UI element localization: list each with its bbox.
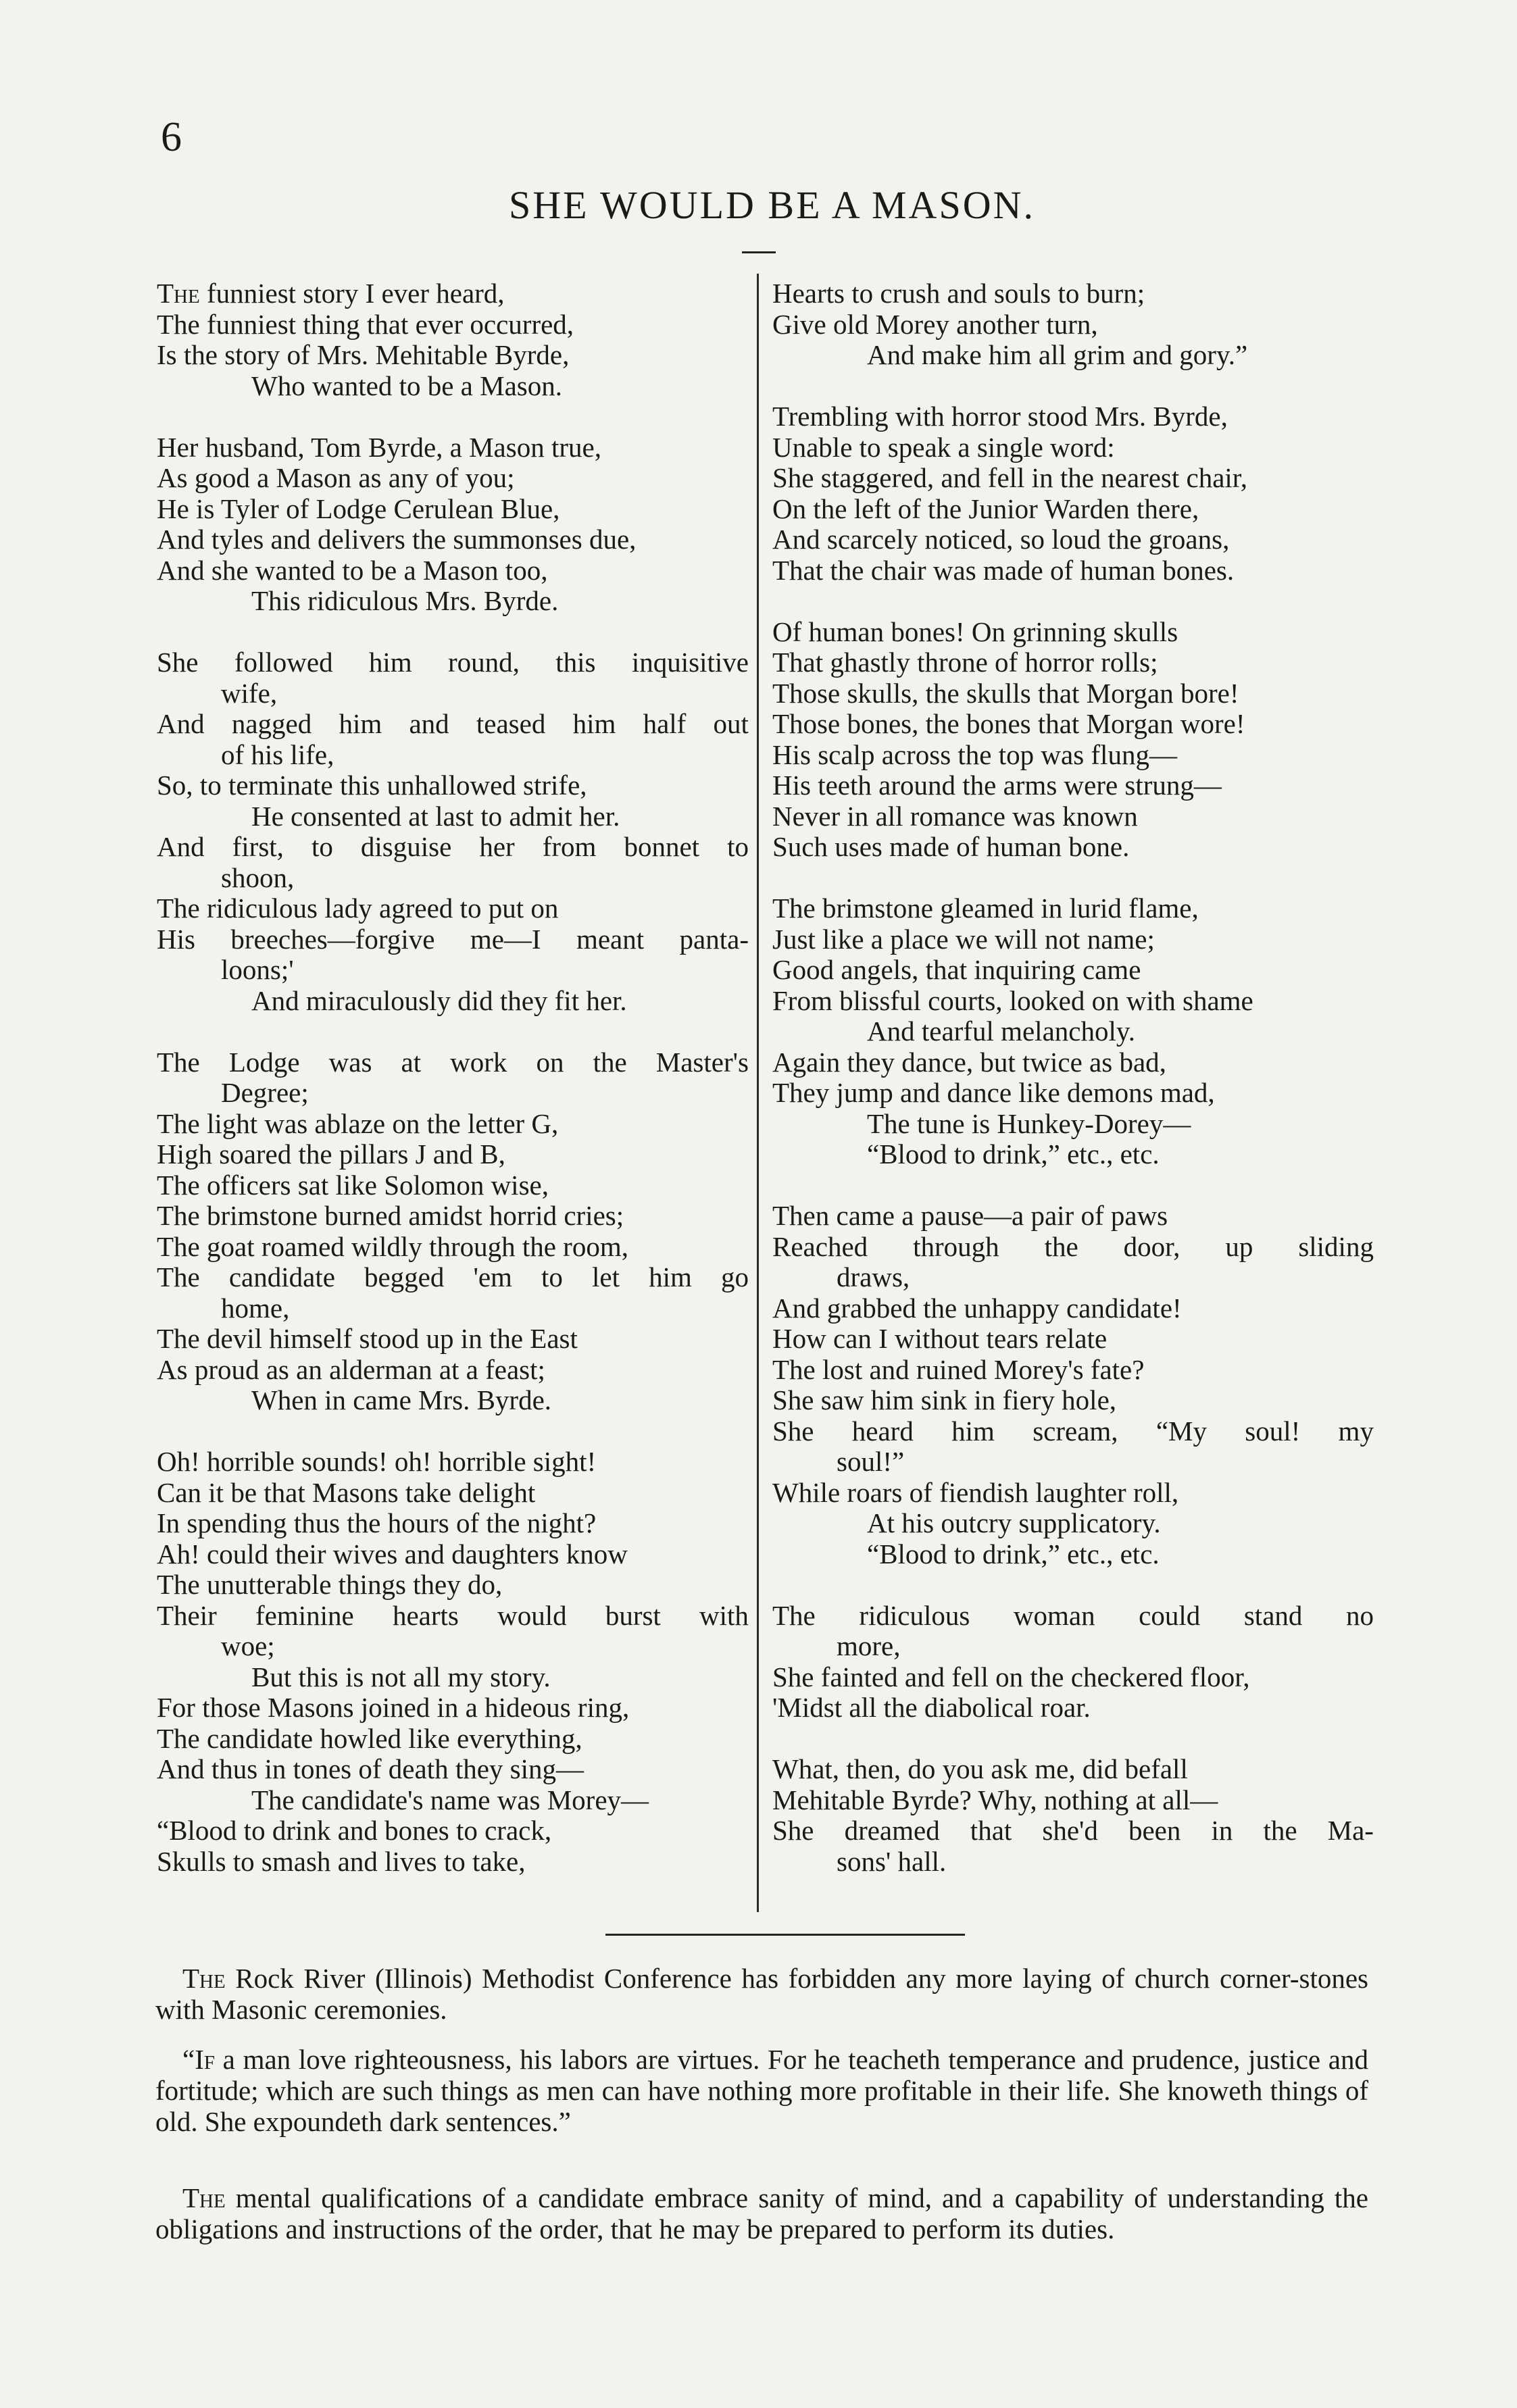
poem-line: The Lodge was at work on the Master's: [157, 1046, 749, 1078]
poem-line: And she wanted to be a Mason too,: [157, 554, 548, 586]
poem-line: His teeth around the arms were strung—: [772, 770, 1222, 801]
poem-column-left: [157, 278, 749, 1908]
page-number: 6: [161, 114, 182, 160]
poem-stanza: [157, 1047, 749, 1416]
poem-line: She staggered, and fell in the nearest chair,: [772, 462, 1248, 493]
poem-stanza: [157, 1447, 749, 1877]
poem-line: “Blood to drink,” etc., etc.: [867, 1138, 1160, 1170]
poem-line: shoon,: [221, 861, 295, 893]
section-rule: [605, 1934, 965, 1936]
poem-line: He consented at last to admit her.: [251, 800, 620, 832]
poem-stanza: [772, 617, 1374, 863]
poem-line: draws,: [837, 1261, 910, 1293]
poem-line: While roars of fiendish laughter roll,: [772, 1476, 1179, 1508]
poem-stanza: [772, 278, 1374, 371]
poem-line: At his outcry supplicatory.: [867, 1507, 1161, 1538]
poem-line: Ah! could their wives and daughters know: [157, 1538, 628, 1570]
paragraph-methodist-conference: [155, 1963, 1368, 2025]
poem-line: She saw him sink in fiery hole,: [772, 1384, 1117, 1415]
poem-line: On the left of the Junior Warden there,: [772, 493, 1199, 524]
poem-stanza: [772, 1201, 1374, 1570]
poem-line: What, then, do you ask me, did befall: [772, 1753, 1188, 1784]
poem-line: She fainted and fell on the checkered floor,: [772, 1661, 1250, 1692]
paragraph-text: mental qualifications of a candidate embrace sanity of mind, and a capability of understanding the obligations and instructions of the order, that he may be prepared to perform its duties.: [155, 2182, 1368, 2244]
poem-line: more,: [837, 1630, 901, 1661]
poem-line: The officers sat like Solomon wise,: [157, 1169, 549, 1201]
poem-line: home,: [221, 1292, 290, 1324]
poem-line: They jump and dance like demons mad,: [772, 1077, 1215, 1108]
paragraph-text: Rock River (Illinois) Methodist Conference has forbidden any more laying of church corner-stones with Masonic ceremonies.: [155, 1963, 1368, 2025]
poem-line: Mehitable Byrde? Why, nothing at all—: [772, 1784, 1218, 1815]
poem-line: soul!”: [837, 1446, 905, 1477]
poem-line: The brimstone gleamed in lurid flame,: [772, 893, 1199, 924]
poem-line: 'Midst all the diabolical roar.: [772, 1692, 1091, 1723]
poem-line: Then came a pause—a pair of paws: [772, 1200, 1168, 1231]
poem-line: When in came Mrs. Byrde.: [251, 1384, 552, 1415]
poem-line: But this is not all my story.: [251, 1661, 551, 1692]
poem-line: The goat roamed wildly through the room,: [157, 1230, 628, 1262]
poem-line: Hearts to crush and souls to burn;: [772, 278, 1145, 309]
poem-stanza: [157, 432, 749, 617]
poem-line: How can I without tears relate: [772, 1323, 1108, 1354]
poem-line: The brimstone burned amidst horrid cries;: [157, 1200, 624, 1231]
poem-stanza: [772, 893, 1374, 1170]
poem-line: That the chair was made of human bones.: [772, 554, 1235, 586]
poem-line: And make him all grim and gory.”: [867, 339, 1248, 370]
poem-stanza: [157, 278, 749, 401]
poem-line: He is Tyler of Lodge Cerulean Blue,: [157, 493, 560, 524]
poem-line: From blissful courts, looked on with shame: [772, 984, 1253, 1016]
poem-line: That ghastly throne of horror rolls;: [772, 647, 1158, 678]
poem-line: Good angels, that inquiring came: [772, 954, 1141, 985]
paragraph-righteousness-quote: [155, 2044, 1368, 2137]
poem-line: She followed him round, this inquisitive: [157, 647, 749, 678]
poem-line: Never in all romance was known: [772, 800, 1138, 832]
poem-line: This ridiculous Mrs. Byrde.: [251, 585, 559, 616]
poem-line: And miraculously did they fit her.: [251, 984, 627, 1016]
poem-line: Again they dance, but twice as bad,: [772, 1046, 1166, 1078]
paragraph-lead: “If: [182, 2044, 215, 2075]
paragraph-lead: The: [182, 1963, 226, 1994]
poem-line: And thus in tones of death they sing—: [157, 1753, 585, 1784]
poem-line: The funniest thing that ever occurred,: [157, 308, 574, 340]
poem-line: The ridiculous lady agreed to put on: [157, 893, 559, 924]
paragraph-lead: The: [182, 2182, 226, 2213]
poem-line: And scarcely noticed, so loud the groans,: [772, 524, 1230, 555]
poem-line: Of human bones! On grinning skulls: [772, 616, 1178, 647]
poem-line: Degree;: [221, 1077, 309, 1108]
poem-line: She dreamed that she'd been in the Ma-: [772, 1815, 1374, 1846]
poem-line: “Blood to drink,” etc., etc.: [867, 1538, 1160, 1570]
poem-line: Her husband, Tom Byrde, a Mason true,: [157, 431, 601, 463]
poem-line: For those Masons joined in a hideous ring,: [157, 1692, 630, 1723]
poem-stanza: [157, 647, 749, 1016]
poem-line: Unable to speak a single word:: [772, 431, 1115, 463]
poem-line: wife,: [221, 677, 278, 709]
poem-stanza: [772, 1601, 1374, 1724]
poem-line: woe;: [221, 1630, 275, 1661]
title-rule: [742, 251, 776, 253]
poem-line: The devil himself stood up in the East: [157, 1323, 578, 1354]
poem-line: High soared the pillars J and B,: [157, 1138, 505, 1170]
page-title: SHE WOULD BE A MASON.: [509, 183, 1035, 227]
poem-line: Reached through the door, up sliding: [772, 1230, 1374, 1262]
paragraph-mental-qualifications: [155, 2182, 1368, 2244]
poem-line: Such uses made of human bone.: [772, 831, 1130, 862]
poem-line: Just like a place we will not name;: [772, 923, 1155, 955]
poem-line: Give old Morey another turn,: [772, 308, 1098, 340]
poem-line: And tearful melancholy.: [867, 1015, 1135, 1047]
poem-line: loons;': [221, 954, 294, 985]
poem-line: The ridiculous woman could stand no: [772, 1599, 1374, 1631]
poem-line: As proud as an alderman at a feast;: [157, 1353, 545, 1385]
column-divider: [757, 274, 759, 1912]
poem-line: In spending thus the hours of the night?: [157, 1507, 597, 1538]
poem-line: The tune is Hunkey-Dorey—: [867, 1107, 1191, 1139]
poem-line: The candidate howled like everything,: [157, 1722, 582, 1754]
poem-line: Skulls to smash and lives to take,: [157, 1845, 526, 1877]
poem-line: The candidate's name was Morey—: [251, 1784, 649, 1815]
poem-line: Trembling with horror stood Mrs. Byrde,: [772, 401, 1228, 432]
poem-stanza: [772, 1754, 1374, 1877]
poem-line: And tyles and delivers the summonses due,: [157, 524, 637, 555]
poem-line: And nagged him and teased him half out: [157, 708, 749, 739]
poem-line: Is the story of Mrs. Mehitable Byrde,: [157, 339, 570, 370]
poem-line: And grabbed the unhappy candidate!: [772, 1292, 1182, 1324]
poem-line: As good a Mason as any of you;: [157, 462, 515, 493]
poem-line: She heard him scream, “My soul! my: [772, 1415, 1374, 1447]
poem-line: The unutterable things they do,: [157, 1569, 503, 1600]
poem-line: His breeches—forgive me—I meant panta-: [157, 923, 749, 955]
poem-column-right: [772, 278, 1374, 1908]
poem-stanza: [772, 401, 1374, 586]
poem-line: Who wanted to be a Mason.: [251, 370, 562, 401]
poem-line: Oh! horrible sounds! oh! horrible sight!: [157, 1446, 597, 1477]
poem-line: The funniest story I ever heard,: [157, 278, 505, 309]
poem-line: Those bones, the bones that Morgan wore!: [772, 708, 1245, 739]
poem-line: Their feminine hearts would burst with: [157, 1599, 749, 1631]
poem-line: “Blood to drink and bones to crack,: [157, 1815, 552, 1846]
poem-line: The light was ablaze on the letter G,: [157, 1107, 559, 1139]
poem-line: The candidate begged 'em to let him go: [157, 1261, 749, 1293]
paragraph-text: a man love righteousness, his labors are virtues. For he teacheth temperance and prudence, justice and fortitude; which are such things as men can have nothing more profitable in their life. She knoweth things of old. She expoundeth dark sentences.”: [155, 2044, 1368, 2137]
poem-line: And first, to disguise her from bonnet to: [157, 831, 749, 862]
poem-line: Can it be that Masons take delight: [157, 1476, 536, 1508]
poem-line: of his life,: [221, 738, 334, 770]
poem-line: His scalp across the top was flung—: [772, 738, 1177, 770]
poem-line: sons' hall.: [837, 1845, 947, 1877]
poem-line: So, to terminate this unhallowed strife,: [157, 770, 587, 801]
poem-line: Those skulls, the skulls that Morgan bore!: [772, 677, 1239, 709]
poem-line: The lost and ruined Morey's fate?: [772, 1353, 1145, 1385]
